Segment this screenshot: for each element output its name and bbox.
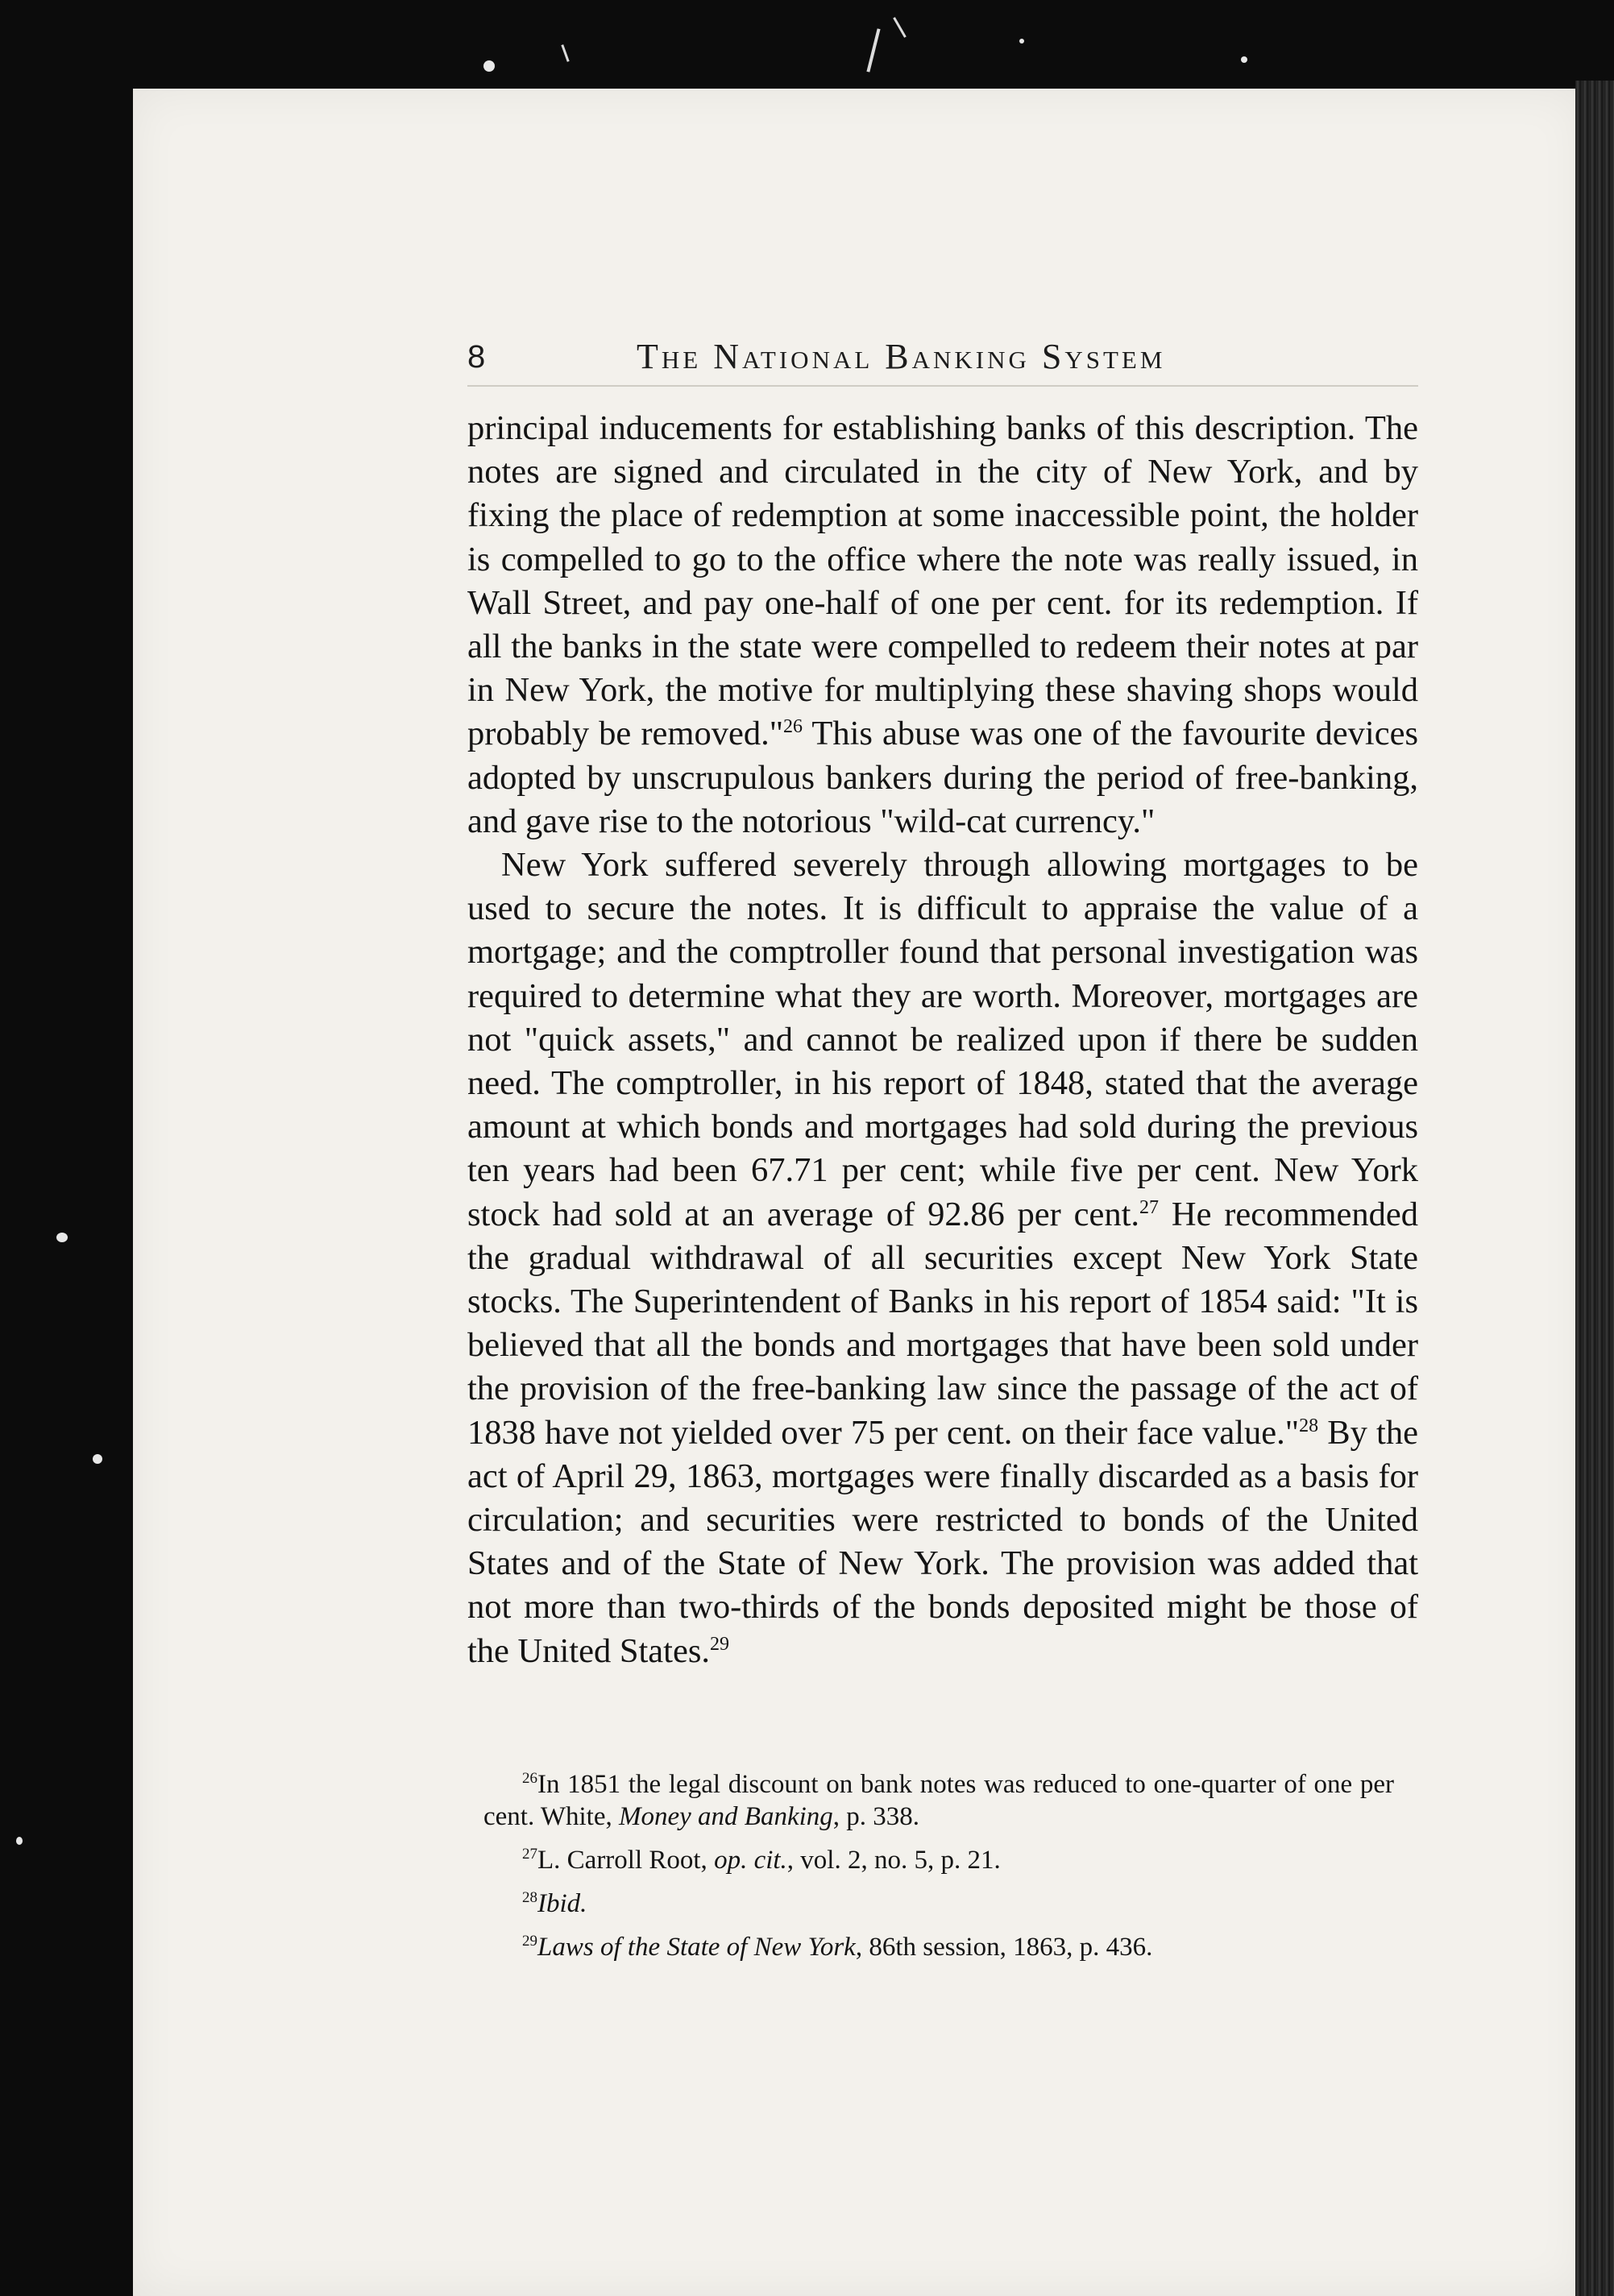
footnote-marker: 29	[522, 1933, 537, 1950]
text-run: By the act of April 29, 1863, mortgages were finally discarded as a basis for circulation; and securities were restricted to bonds of the United States and of the State of New York. The provision was added that not more than two-thirds of the bonds deposited might be those of the United States.	[467, 1413, 1418, 1670]
footnote-text: , 86th session, 1863, p. 436.	[855, 1933, 1153, 1962]
footnote-reference: 29	[710, 1633, 729, 1655]
footnote-reference: 27	[1139, 1196, 1160, 1218]
footnote-reference: 26	[783, 716, 803, 738]
text-run: This abuse was one of the favourite devices adopted by unscrupulous bankers during the period of free-banking, and gave rise to the notorious "wild-cat currency."	[467, 715, 1418, 840]
scan-speck	[93, 1454, 102, 1464]
text-run: principal inducements for establishing banks of this description. The notes are signed and circulated in the city of New York, and by fixing the place of redemption at some inaccessible point, the holder is compelled to go to the office where the note was really issued, in Wall Street, and pay one-half of one per cent. for its redemption. If all the banks in the state were compelled to redeem their notes at par in New York, the motive for multiplying these shaving shops would probably be removed."	[467, 409, 1418, 753]
running-head	[467, 337, 1418, 385]
footnote-marker: 28	[522, 1889, 537, 1906]
scan-speck	[483, 60, 495, 72]
scan-scratch	[893, 17, 907, 38]
scan-scratch	[561, 44, 569, 62]
scan-edge	[1575, 81, 1614, 2296]
text-run: He recommended the gradual withdrawal of all securities except New York State stocks. The Superintendent of Banks in his report of 1854 said: "It is believed that all the bonds and mortgages that have been sold under the provision of the free-banking law since the passage of the act of 1838 have not yielded over 75 per cent. on their face value."	[467, 1195, 1418, 1452]
footnote-marker: 27	[522, 1846, 537, 1863]
footnote-title: Laws of the State of New York	[537, 1933, 856, 1962]
footnote-text: L. Carroll Root,	[537, 1846, 715, 1875]
footnote-text: , p. 338.	[832, 1802, 920, 1831]
footnote-text: , vol. 2, no. 5, p. 21.	[786, 1846, 1001, 1875]
scan-scratch	[866, 28, 880, 72]
scan-speck	[1241, 56, 1247, 63]
footnote	[483, 1768, 1394, 1833]
paragraph	[467, 407, 1418, 843]
text-run: New York suffered severely through allowing mortgages to be used to secure the notes. It is difficult to appraise the value of a mortgage; and the comptroller found that personal investigation was required to determine what they are worth. Moreover, mortgages are not "quick assets," and cannot be realized upon if there be sudden need. The comptroller, in his report of 1848, stated that the average amount at which bonds and mortgages had sold during the previous ten years had been 67.71 per cent; while five per cent. New York stock had sold at an average of 92.86 per cent.	[467, 846, 1418, 1233]
footnote-text: In 1851 the legal discount on bank notes was reduced to one-quarter of one per cent. White,	[483, 1770, 1394, 1831]
scan-speck	[56, 1233, 68, 1242]
paragraph	[467, 843, 1418, 1673]
page-number: 8	[467, 339, 486, 375]
footnote-title: Ibid.	[537, 1889, 587, 1918]
running-title: The National Banking System	[637, 337, 1166, 376]
footnotes	[483, 1768, 1394, 1975]
head-divider	[467, 385, 1418, 387]
body-text	[467, 407, 1418, 1673]
footnote-marker: 26	[522, 1770, 537, 1787]
scan-speck	[16, 1837, 23, 1845]
footnote-title: op. cit.	[714, 1846, 787, 1875]
scan-speck	[1019, 39, 1024, 44]
footnote-title: Money and Banking	[619, 1802, 833, 1831]
footnote	[483, 1844, 1394, 1876]
footnote	[483, 1931, 1394, 1963]
footnote	[483, 1888, 1394, 1920]
footnote-reference: 28	[1299, 1415, 1319, 1436]
